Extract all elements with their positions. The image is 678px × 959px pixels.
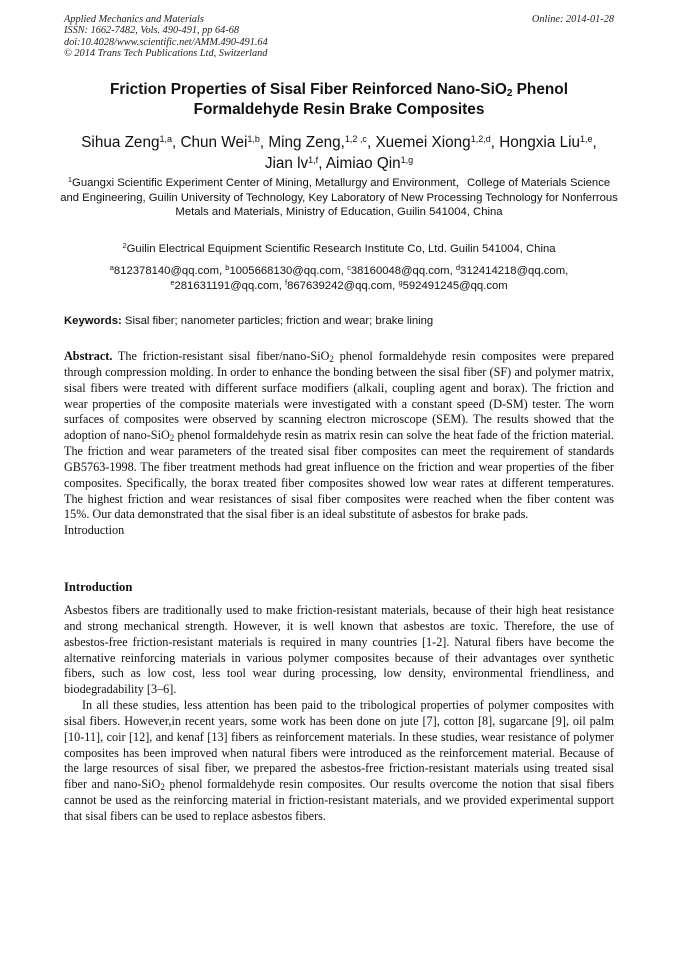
email-address[interactable]: 312414218@qq.com — [460, 265, 566, 277]
abstract-text-1: The friction-resistant sisal fiber/nano-SiO — [112, 349, 330, 363]
author-affil: 1,2 ,c — [344, 134, 367, 144]
author-affil: 1,2,d — [470, 134, 491, 144]
abstract — [64, 349, 614, 539]
email-marker: c — [347, 263, 351, 272]
keywords-text: Sisal fiber; nanometer particles; friction and wear; brake lining — [124, 315, 434, 327]
section-heading-introduction: Introduction — [64, 580, 133, 594]
abstract-trailing: Introduction — [64, 523, 125, 538]
intro-text-2a: In all these studies, less attention has been paid to the tribological properties of polymer composites with sisal fibers. However,in recent years, some work has been done on jute [7], cotton [8], sugarcane [9], oil palm [10-11], coir [12], and kenaf [13] fibers as reinforcement materials. In these studies, wear resistance of polymer composites has been improved when natural fibers were introduced as the reinforcement material. Because of the large resources of sisal fiber, we prepared the asbestos-free friction-resistant materials using treated sisal fiber and nano-SiO — [64, 698, 614, 792]
doi-line: doi:10.4028/www.scientific.net/AMM.490-491.64 — [64, 36, 268, 48]
author-name: Chun Wei — [180, 134, 248, 151]
affiliation-marker: 1 — [67, 175, 73, 184]
email-address[interactable]: 38160048@qq.com — [350, 265, 450, 277]
affiliation-marker: 2 — [122, 241, 127, 250]
author-name: Hongxia Liu — [499, 134, 581, 151]
affiliation-1 — [58, 176, 620, 220]
intro-text-2b: phenol formaldehyde resin composites. Our results overcome the notion that sisal fibers cannot be used as the reinforcing material in friction-resistant materials, and we provided experimental support that sisal fibers can be used to replace asbestos fibers. — [64, 777, 614, 823]
online-date: Online: 2014-01-28 — [531, 14, 614, 25]
email-address[interactable]: 867639242@qq.com — [287, 279, 393, 292]
paper-title — [64, 80, 614, 119]
abstract-label: Abstract. — [64, 349, 113, 363]
running-header — [64, 14, 394, 59]
copyright-line: © 2014 Trans Tech Publications Ltd, Switzerland — [64, 47, 268, 59]
email-address[interactable]: 281631191@qq.com — [174, 279, 279, 292]
author-affil: 1,a — [159, 134, 172, 144]
affiliation-text: Guangxi Scientific Experiment Center of Mining, Metallurgy and Environment，College of Materials Science and Engineering, Guilin University of Technology, Key Laboratory of New Processing Technology for Nonferrous Metals and Materials, Ministry of Education, Guilin 541004, China — [60, 177, 618, 219]
author-name: Sihua Zeng — [81, 134, 160, 151]
abstract-text-3: phenol formaldehyde resin as matrix resin can solve the heat fade of the friction material. The friction and wear parameters of the treated sisal fiber composites can meet the requirement of standards GB5763-1998. The fiber treatment methods had great influence on the friction and wear properties of the fiber composites. Specifically, the borax treated fiber composites showed low wear rates at different temperatures. The highest friction and wear resistances of sisal fiber composites were reached when the fiber content was 15%. Our data demonstrated that the sisal fiber is an ideal substitute of asbestos for brake pads. — [64, 428, 614, 522]
author-affil: 1,e — [580, 134, 593, 144]
author-name: Xuemei Xiong — [375, 134, 471, 151]
author-affil: 1,f — [308, 154, 319, 165]
email-marker: f — [285, 277, 288, 287]
affiliation-text: Guilin Electrical Equipment Scientific Research Institute Co, Ltd. Guilin 541004, China — [126, 243, 556, 255]
email-marker: g — [398, 277, 403, 287]
title-line2: Formaldehyde Resin Brake Composites — [193, 100, 485, 118]
email-address[interactable]: 812378140@qq.com — [113, 265, 219, 277]
author-affil: 1,g — [400, 154, 414, 165]
title-line1b: Phenol — [512, 81, 568, 98]
abstract-paragraph — [64, 349, 614, 523]
title-subscript: 2 — [506, 88, 513, 99]
title-line1a: Friction Properties of Sisal Fiber Reinforced Nano-SiO — [110, 81, 507, 98]
intro-sub: 2 — [160, 782, 165, 793]
journal-name: Applied Mechanics and Materials — [64, 14, 204, 25]
author-name: Aimiao Qin — [325, 154, 401, 172]
introduction-body — [64, 603, 614, 825]
email-marker: d — [455, 263, 461, 272]
email-marker: e — [170, 277, 175, 287]
email-address[interactable]: 1005668130@qq.com — [229, 265, 341, 277]
intro-paragraph-2 — [64, 698, 614, 825]
email-address[interactable]: 592491245@qq.com — [402, 279, 508, 292]
email-list: $^a$812378140@qq.com, $^b$1005668130@qq.com, $^c$38160048@qq.com, $^d$312414218@qq.com, $^e$281631191@qq.com, $^f$867639242@qq.com, $^g$592491245@qq.com — [109, 263, 569, 292]
affiliation-2 — [58, 242, 620, 257]
abstract-sub-2: 2 — [169, 433, 175, 444]
intro-paragraph-1: Asbestos fibers are traditionally used to make friction-resistant materials, because of their high heat resistance and strong mechanical strength. However, it is well known that asbestos are toxic. Therefore, the use of asbestos-free friction-resistant materials is required in many countries [1-2]. Natural fibers have become the alternative reinforcing materials in various polymer composites because of their advantages over synthetic fibers, such as low cost, less tool wear during processing, low density, environmental friendliness, and biodegradability [3–6]. — [64, 603, 614, 697]
keywords-label: Keywords: — [64, 315, 122, 327]
issn-line: ISSN: 1662-7482, Vols. 490-491, pp 64-68 — [64, 25, 240, 37]
email-marker: b — [225, 263, 230, 272]
keywords — [64, 314, 614, 329]
email-marker: a — [109, 263, 114, 272]
author-list: Sihua Zeng$^{1,a}$, Chun Wei$^{1,b}$, Ming Zeng,$^{1,2 ,c}$, Xuemei Xiong$^{1,2,d}$, Hongxia Liu$^{1,e}$, Jian lv$^{1,f}$, Aimiao Qin$^{1,g}$ — [81, 134, 597, 172]
abstract-text-2: phenol formaldehyde resin composites were prepared through compression molding. In order to enhance the bonding between the sisal fiber (SF) and polymer matrix, sisal fibers were treated with different surface modifiers (alkali, coupling agent and borax). The friction and wear properties of the composite materials were investigated with a constant speed (D-SM) tester. The worn surfaces of composites were observed by scanning electron microscope (SEM). The results showed that the adoption of nano-SiO — [64, 349, 614, 443]
author-affil: 1,b — [247, 134, 260, 144]
author-name: Jian lv — [264, 154, 309, 172]
author-name: Ming Zeng, — [268, 134, 345, 151]
abstract-sub-1: 2 — [329, 354, 334, 364]
